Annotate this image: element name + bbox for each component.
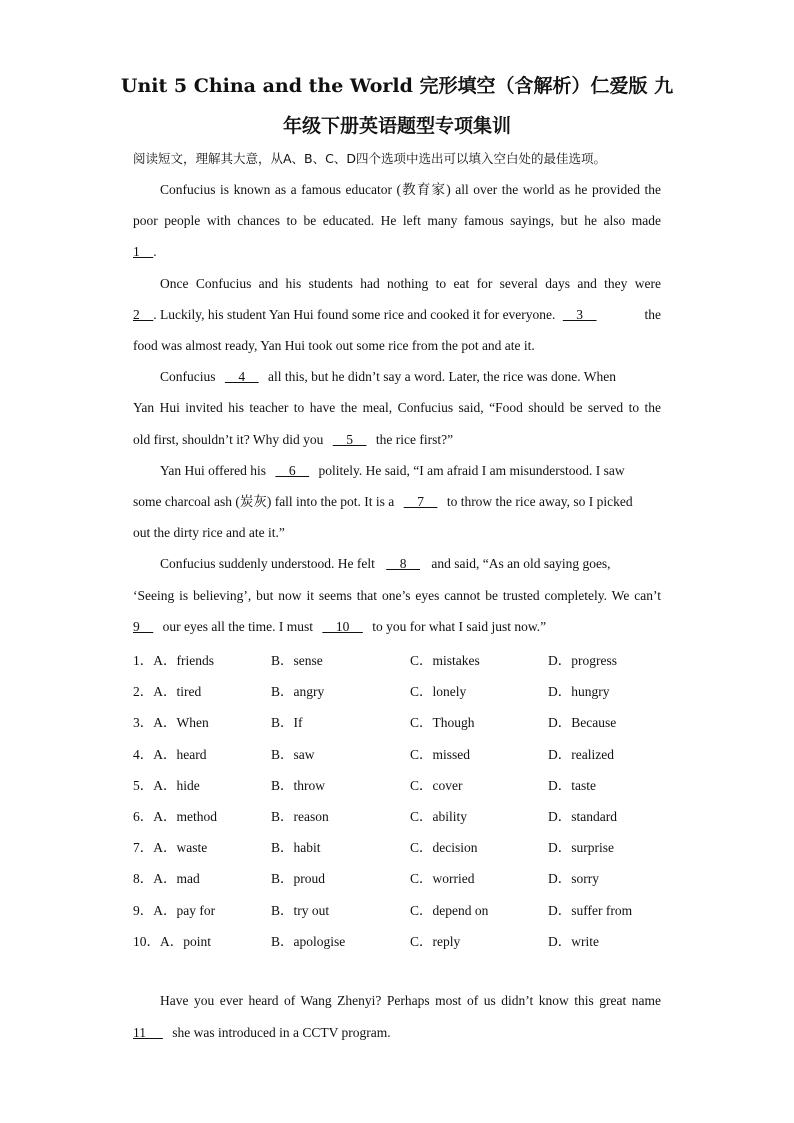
passage-text: all this, but he didn’t say a word. Later, the rice was done. When — [268, 369, 616, 384]
option-b: B．habit — [271, 840, 321, 855]
passage-line — [160, 368, 661, 386]
option-d: D．surprise — [548, 840, 614, 855]
blank-3: 3 — [562, 307, 597, 322]
passage-text: the rice first?” — [375, 432, 454, 447]
passage-text: to throw the rice away, so I picked — [446, 494, 633, 509]
passage-text: the — [644, 307, 661, 322]
question-number: 7．A．waste — [133, 840, 208, 855]
option-c: C．decision — [410, 840, 478, 855]
option-c: C．worried — [410, 871, 475, 886]
passage-line: out the dirty rice and ate it.” — [133, 525, 285, 540]
option-b: B．reason — [271, 809, 329, 824]
blank-1: 1 — [133, 244, 154, 259]
passage-text: old first, shouldn’t it? Why did you — [133, 432, 324, 447]
question-options-row — [133, 680, 693, 698]
passage-text: politely. He said, “I am afraid I am misunderstood. I saw — [318, 463, 625, 478]
document-title-line-1: Unit 5 China and the World 完形填空（含解析）仁爱版 九 — [120, 75, 674, 97]
passage-line: Confucius is known as a famous educator (教育家) all over the world as he provided the — [160, 182, 661, 197]
question-options-row — [133, 930, 693, 948]
question-options-row — [133, 805, 693, 823]
option-d: D．taste — [548, 778, 596, 793]
option-b: B．apologise — [271, 934, 346, 949]
option-d: D．hungry — [548, 684, 610, 699]
question-options-row — [133, 774, 693, 792]
passage-line — [133, 431, 661, 449]
question-options-row — [133, 649, 693, 667]
passage-line: poor people with chances to be educated. He left many famous sayings, but he also made — [133, 213, 661, 228]
option-d: D．realized — [548, 747, 614, 762]
blank-8: 8 — [386, 556, 420, 571]
option-d: D．sorry — [548, 871, 599, 886]
option-b: B．proud — [271, 871, 325, 886]
option-c: C．ability — [410, 809, 467, 824]
question-number: 8．A．mad — [133, 871, 200, 886]
blank-9: 9 — [133, 619, 154, 634]
option-d: D．standard — [548, 809, 617, 824]
question-options-row — [133, 867, 693, 885]
passage-line — [133, 618, 661, 636]
option-d: D．write — [548, 934, 599, 949]
option-c: C．depend on — [410, 903, 489, 918]
passage-line: Once Confucius and his students had nothing to eat for several days and they were — [160, 276, 661, 291]
passage-line: ‘Seeing is believing’, but now it seems that one’s eyes cannot be trusted completely. We can’t — [133, 588, 661, 603]
option-c: C．Though — [410, 715, 475, 730]
option-c: C．mistakes — [410, 653, 480, 668]
blank-11: 11 — [133, 1025, 163, 1040]
option-d: D．Because — [548, 715, 617, 730]
option-c: C．missed — [410, 747, 471, 762]
question-options-row — [133, 899, 693, 917]
passage-text: our eyes all the time. I must — [162, 619, 313, 634]
passage-line — [160, 555, 661, 573]
option-b: B．If — [271, 715, 303, 730]
option-c: C．reply — [410, 934, 461, 949]
passage-line: food was almost ready, Yan Hui took out some rice from the pot and ate it. — [133, 338, 535, 353]
passage-text: to you for what I said just now.” — [372, 619, 547, 634]
passage-line — [133, 493, 661, 511]
passage-line — [133, 306, 661, 324]
option-d: D．suffer from — [548, 903, 633, 918]
passage-line — [133, 243, 661, 261]
passage-text: . — [153, 244, 157, 259]
question-options-row — [133, 743, 693, 761]
blank-4: 4 — [224, 369, 259, 384]
blank-5: 5 — [332, 432, 367, 447]
blank-2: 2 — [133, 307, 154, 322]
question-options-row — [133, 836, 693, 854]
instruction-text: 阅读短文，理解其大意，从A、B、C、D四个选项中选出可以填入空白处的最佳选项。 — [133, 151, 606, 166]
option-d: D．progress — [548, 653, 617, 668]
passage-line: Have you ever heard of Wang Zhenyi? Perhaps most of us didn’t know this great name — [160, 993, 661, 1008]
question-options-row — [133, 711, 693, 729]
option-b: B．sense — [271, 653, 323, 668]
passage-text: Confucius — [160, 369, 216, 384]
passage-line — [133, 1024, 661, 1042]
question-number: 6．A．method — [133, 809, 217, 824]
passage-text: Yan Hui offered his — [160, 463, 266, 478]
option-c: C．cover — [410, 778, 463, 793]
blank-10: 10 — [322, 619, 363, 634]
blank-7: 7 — [403, 494, 438, 509]
passage-line: Yan Hui invited his teacher to have the meal, Confucius said, “Food should be served to the — [133, 400, 661, 415]
question-number: 1．A．friends — [133, 653, 214, 668]
passage-text: some charcoal ash (炭灰) fall into the pot. It is a — [133, 494, 395, 509]
question-number: 9．A．pay for — [133, 903, 216, 918]
option-b: B．saw — [271, 747, 315, 762]
option-b: B．try out — [271, 903, 330, 918]
option-c: C．lonely — [410, 684, 467, 699]
question-number: 5．A．hide — [133, 778, 200, 793]
passage-text: . Luckily, his student Yan Hui found some rice and cooked it for everyone. — [153, 307, 556, 322]
passage-line — [160, 462, 661, 480]
question-number: 3．A．When — [133, 715, 209, 730]
question-number: 2．A．tired — [133, 684, 202, 699]
blank-6: 6 — [275, 463, 310, 478]
option-b: B．angry — [271, 684, 325, 699]
passage-text: she was introduced in a CCTV program. — [172, 1025, 391, 1040]
passage-text: and said, “As an old saying goes, — [431, 556, 611, 571]
question-number: 4．A．heard — [133, 747, 207, 762]
option-b: B．throw — [271, 778, 325, 793]
passage-text: Confucius suddenly understood. He felt — [160, 556, 375, 571]
document-title-line-2: 年级下册英语题型专项集训 — [282, 115, 511, 137]
question-number: 10．A．point — [133, 934, 212, 949]
